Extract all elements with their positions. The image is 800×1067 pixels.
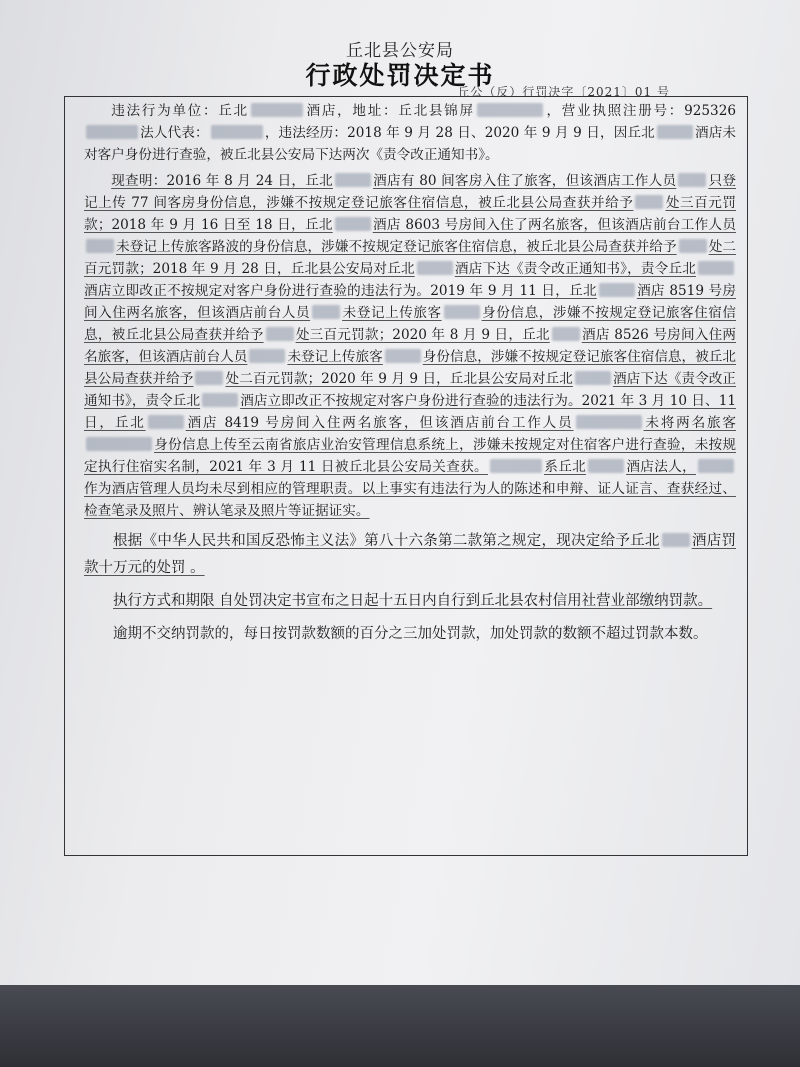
redacted-text (211, 125, 263, 139)
redacted-text (678, 173, 706, 187)
penalty-decision-paragraph: 根据《中华人民共和国反恐怖主义法》第八十六条第二款第之规定，现决定给予丘北 酒店罚款十万元的处罚 。 (84, 533, 736, 576)
document-title: 行政处罚决定书 (305, 61, 495, 90)
redacted-text (588, 459, 624, 473)
redacted-text (195, 371, 223, 385)
redacted-text (202, 393, 238, 407)
redacted-text (251, 103, 303, 117)
redacted-text (86, 125, 138, 139)
issuing-authority: 丘北县公安局 (346, 41, 454, 61)
redacted-text (679, 239, 707, 253)
redacted-text (599, 283, 635, 297)
late-payment-paragraph: 逾期不交纳罚款的，每日按罚款数额的百分之三加处罚款，加处罚款的数额不超过罚款本数。 (113, 626, 708, 642)
redacted-text (249, 349, 285, 363)
redacted-text (86, 239, 114, 253)
document-number: 丘公（反）行罚决字〔2021〕01 号 (457, 85, 670, 99)
redacted-text (575, 371, 611, 385)
redacted-text (266, 327, 294, 341)
document-body (84, 100, 736, 850)
redacted-text (385, 349, 421, 363)
redacted-text (417, 261, 453, 275)
redacted-text (635, 195, 663, 209)
offender-info-paragraph: 违法行为单位：丘北 酒店，地址：丘北县锦屏 ，营业执照注册号：925326法人代表： ，违法经历：2018 年 9 月 28 日、2020 年 9 月 9 日，因丘北 酒店未对客户身份进行查验，被丘北县公安局下达两次《责令改正通知书》。 (84, 103, 736, 163)
redacted-text (312, 305, 340, 319)
redacted-text (335, 173, 371, 187)
redacted-text (490, 459, 542, 473)
execution-method-paragraph: 执行方式和期限 自处罚决定书宣布之日起十五日内自行到丘北县农村信用社营业部缴纳罚款。 (113, 593, 713, 609)
redacted-text (148, 415, 184, 429)
redacted-text (698, 261, 734, 275)
redacted-text (576, 415, 642, 429)
redacted-text (477, 103, 543, 117)
redacted-text (444, 305, 480, 319)
redacted-text (552, 327, 580, 341)
redacted-text (86, 437, 152, 451)
redacted-text (335, 217, 371, 231)
redacted-text (698, 459, 734, 473)
redacted-text (662, 533, 690, 547)
redacted-text (657, 125, 693, 139)
facts-paragraph: 现查明：2016 年 8 月 24 日，丘北 酒店有 80 间客房入住了旅客，但该酒店工作人员 只登记上传 77 间客房身份信息，涉嫌不按规定登记旅客住宿信息，被丘北县公局查获并给予 处三百元罚款；2018 年 9 月 16 日至 18 日，丘北 酒店 8603 号房间入住了两名旅客，但该酒店前台工作人员未登记上传旅客路波的身份信息，涉嫌不按规定登记旅客住宿信息，被丘北县公局查获并给予 处二百元罚款；2018 年 9 月 28 日，丘北县公安局对丘北 酒店下达《责令改正通知书》，责令丘北酒店立即改正不按规定对客户身份进行查验的违法行为。2019 年 9 月 11 日，丘北 酒店 8519 号房间入住两名旅客，但该酒店前台人员 未登记上传旅客 身份信息，涉嫌不按规定登记旅客住宿信息，被丘北县公局查获并给予 处三百元罚款；2020 年 8 月 9 日，丘北 酒店 8526 号房间入住两名旅客，但该酒店前台人员 未登记上传旅客 身份信息，涉嫌不按规定登记旅客住宿信息，被丘北县公局查获并给予 处二百元罚款；2020 年 9 月 9 日，丘北县公安局对丘北 酒店下达《责令改正通知书》，责令丘北 酒店立即改正不按规定对客户身份进行查验的违法行为。2021 年 3 月 10 日、11 日，丘北 酒店 8419 号房间入住两名旅客，但该酒店前台工作人员 未将两名旅客身份信息上传至云南省旅店业治安管理信息系统上，涉嫌未按规定对住宿客户进行查验，未按规定执行住宿实名制，2021 年 3 月 11 日被丘北县公安局关查获。 系丘北 酒店法人，作为酒店管理人员均未尽到相应的管理职责。以上事实有违法行为人的陈述和申辩、证人证言、查获经过、检查笔录及照片、辨认笔录及照片等证据证实。 (84, 173, 736, 519)
